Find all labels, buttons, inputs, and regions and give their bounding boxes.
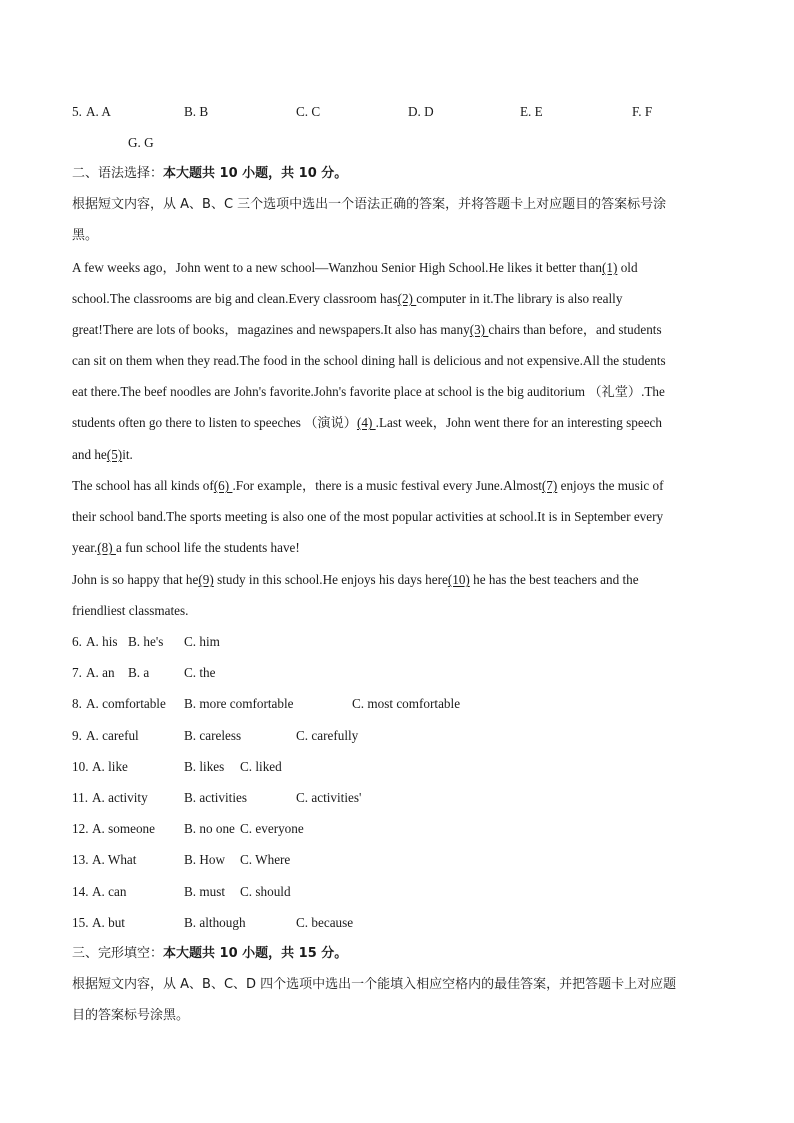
passage-text: year. [72, 540, 98, 555]
question-number: 12. [72, 821, 89, 836]
option-b: B. although [184, 915, 246, 930]
q5-number: 5. [72, 104, 82, 119]
q5-option-c: C. C [296, 104, 321, 119]
passage-text: old [617, 260, 638, 275]
passage-text: enjoys the music of [557, 478, 664, 493]
passage-line-8 [72, 477, 664, 495]
section3-heading-bold: 本大题共 10 小题，共 15 分。 [163, 946, 348, 961]
option-b: B. no one [184, 821, 235, 836]
option-c: C. activities' [296, 790, 362, 805]
option-b: B. a [128, 665, 150, 680]
q5-option-b: B. B [184, 104, 209, 119]
q5-option-e: E. E [520, 104, 543, 119]
question-number: 15. [72, 915, 89, 930]
option-a: A. activity [92, 790, 148, 805]
question-number: 11. [72, 790, 88, 805]
question-number: 7. [72, 665, 82, 680]
passage-text: The school has all kinds of [72, 478, 214, 493]
passage-text: he has the best teachers and the [469, 572, 639, 587]
q5-option-f: F. F [632, 104, 653, 119]
blank-3: (3) [469, 322, 489, 337]
option-a: A. an [86, 665, 115, 680]
question-number: 6. [72, 634, 82, 649]
question-number: 8. [72, 696, 82, 711]
passage-line-1 [72, 259, 638, 277]
option-b: B. likes [184, 759, 225, 774]
section2-instruction-line1: 根据短文内容，从 A、B、C 三个选项中选出一个语法正确的答案，并将答题卡上对应题目的答案标号涂 [72, 197, 667, 212]
option-c: C. liked [240, 759, 282, 774]
passage-line-5: eat there.The beef noodles are John's favorite.John's favorite place at school is the big auditorium （礼堂）.The [72, 384, 665, 399]
passage-line-12: friendliest classmates. [72, 603, 189, 618]
section2-heading-prefix: 二、语法选择： [72, 166, 164, 181]
passage-text: A few weeks ago，John went to a new school—Wanzhou Senior High School.He likes it better than [72, 260, 602, 275]
option-c: C. the [184, 665, 216, 680]
passage-text: a fun school life the students have! [115, 540, 300, 555]
section2-heading [72, 165, 347, 183]
blank-1: (1) [602, 260, 618, 275]
passage-text: school.The classrooms are big and clean.Every classroom has [72, 291, 398, 306]
option-a: A. someone [92, 821, 155, 836]
passage-text: great!There are lots of books，magazines and newspapers.It also has many [72, 322, 470, 337]
option-a: A. careful [86, 728, 139, 743]
option-c: C. should [240, 884, 291, 899]
passage-text: .Last week，John went there for an interesting speech [375, 415, 663, 430]
passage-text: computer in it.The library is also really [416, 291, 623, 306]
passage-text: chairs than before，and students [488, 322, 662, 337]
blank-9: (9) [198, 572, 214, 587]
passage-line-7 [72, 446, 133, 464]
blank-5: (5) [106, 447, 123, 462]
option-c: C. because [296, 915, 354, 930]
blank-4: (4) [356, 415, 376, 430]
passage-text: John is so happy that he [72, 572, 199, 587]
option-b: B. must [184, 884, 226, 899]
passage-line-3 [72, 321, 662, 339]
q5-option-d: D. D [408, 104, 434, 119]
question-number: 13. [72, 852, 89, 867]
passage-text: students often go there to listen to speeches （演说） [72, 415, 357, 430]
question-number: 14. [72, 884, 89, 899]
option-b: B. How [184, 852, 226, 867]
question-number: 10. [72, 759, 89, 774]
option-c: C. most comfortable [352, 696, 461, 711]
passage-line-6 [72, 414, 662, 432]
option-b: B. he's [128, 634, 164, 649]
option-a: A. can [92, 884, 127, 899]
passage-line-2 [72, 290, 622, 308]
passage-text: and he [72, 447, 107, 462]
option-a: A. What [92, 852, 137, 867]
option-a: A. like [92, 759, 128, 774]
blank-2: (2) [397, 291, 417, 306]
passage-text: study in this school.He enjoys his days here [213, 572, 448, 587]
passage-text: it. [122, 447, 133, 462]
passage-line-9: their school band.The sports meeting is also one of the most popular activities at school.It is in September every [72, 509, 664, 524]
passage-text: .For example，there is a music festival every June.Almost [232, 478, 542, 493]
option-a: A. comfortable [86, 696, 166, 711]
blank-10: (10) [447, 572, 470, 587]
option-c: C. everyone [240, 821, 304, 836]
passage-line-10 [72, 539, 300, 557]
option-c: C. Where [240, 852, 291, 867]
passage-line-11 [72, 571, 639, 589]
blank-6: (6) [213, 478, 233, 493]
question-number: 9. [72, 728, 82, 743]
blank-8: (8) [97, 540, 116, 555]
section3-instruction-line1: 根据短文内容，从 A、B、C、D 四个选项中选出一个能填入相应空格内的最佳答案，并把答题卡上对应题 [72, 977, 677, 992]
section3-instruction-line2: 目的答案标号涂黑。 [72, 1008, 190, 1023]
option-b: B. activities [184, 790, 247, 805]
section3-heading-prefix: 三、完形填空： [72, 946, 164, 961]
section3-heading [72, 945, 347, 963]
passage-line-4: can sit on them when they read.The food in the school dining hall is delicious and not expensive.All the students [72, 353, 666, 368]
option-c: C. carefully [296, 728, 359, 743]
section2-heading-bold: 本大题共 10 小题，共 10 分。 [163, 166, 348, 181]
option-a: A. his [86, 634, 118, 649]
option-b: B. more comfortable [184, 696, 294, 711]
blank-7: (7) [541, 478, 558, 493]
section2-instruction-line2: 黑。 [72, 228, 99, 243]
option-a: A. but [92, 915, 125, 930]
q5-option-a: A. A [86, 104, 111, 119]
option-b: B. careless [184, 728, 242, 743]
option-c: C. him [184, 634, 220, 649]
q5-option-g: G. G [128, 135, 154, 150]
